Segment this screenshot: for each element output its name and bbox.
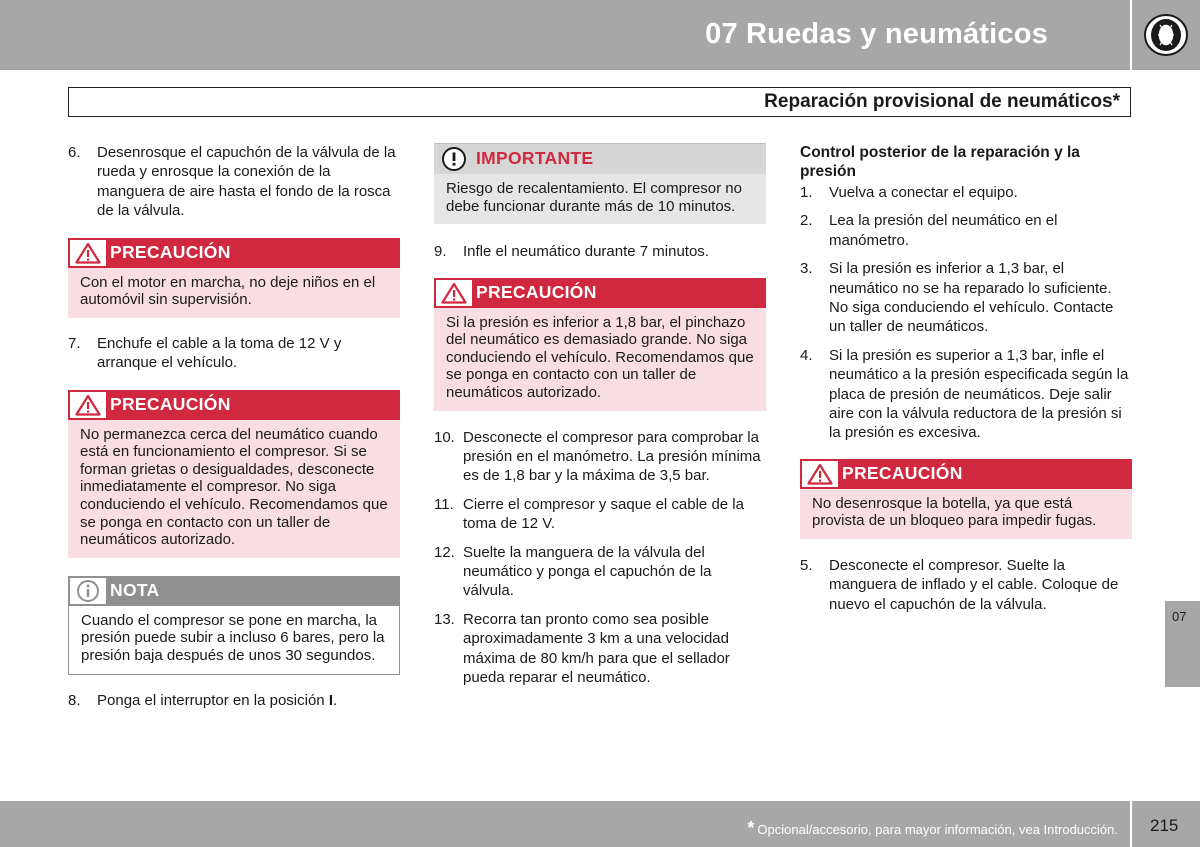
step-number: 2. <box>800 212 813 230</box>
step-10 <box>434 428 766 486</box>
warning-header <box>800 459 1132 489</box>
step-12 <box>434 543 766 601</box>
step-text: Desconecte el compresor para comprobar la presión en el manómetro. La presión mínima es de 1,8 bar y la máxima de 3,5 bar. <box>463 428 761 485</box>
steps-list <box>434 428 766 688</box>
warning-label: PRECAUCIÓN <box>842 463 963 484</box>
step-text: Desenrosque el capuchón de la válvula de la rueda y enrosque la conexión de la manguera de aire hasta el fondo de la rosca de la válvula. <box>97 144 396 220</box>
subheading: Control posterior de la reparación y la presión <box>800 144 1080 180</box>
column-1 <box>68 143 400 719</box>
step-number: 4. <box>800 346 813 364</box>
column-3 <box>800 143 1132 623</box>
warning-text: Si la presión es inferior a 1,8 bar, el pinchazo del neumático es demasiado grande. No siga conduciendo el vehículo. Recomendamos que se ponga en contacto con un taller de neumáticos autorizado. <box>434 308 766 411</box>
warning-text: No desenrosque la botella, ya que está provista de un bloqueo para impedir fugas. <box>800 489 1132 539</box>
warning-text: No permanezca cerca del neumático cuando está en funcionamiento el compresor. Si se forman grietas o desigualdades, desconecte inmediatamente el compresor. No siga conduciendo el vehículo. Recomendamos que se ponga en contacto con un taller de neumáticos autorizado. <box>68 420 400 558</box>
step-text: Si la presión es superior a 1,3 bar, infle el neumático a la presión especificada según la placa de presión de neumáticos. Deje salir aire con la válvula reductora de la presión si la presión es excesiva. <box>829 346 1129 442</box>
step-number: 1. <box>800 184 813 201</box>
step-number: 13. <box>434 610 455 628</box>
warning-box <box>68 238 400 318</box>
warning-box <box>68 390 400 558</box>
warning-box <box>800 459 1132 539</box>
important-header <box>434 144 766 174</box>
section-title-bar <box>68 87 1131 117</box>
step-number: 9. <box>434 243 447 261</box>
note-box <box>68 576 400 675</box>
step-2 <box>800 211 1132 250</box>
step-number: 10. <box>434 428 455 446</box>
chapter-title: 07 Ruedas y neumáticos <box>705 18 1048 50</box>
step-text: Si la presión es inferior a 1,3 bar, el neumático no se ha reparado lo suficiente. No siga conduciendo el vehículo. Contacte un taller de neumáticos. <box>829 260 1114 336</box>
tire-icon <box>1142 13 1190 57</box>
warning-header <box>434 278 766 308</box>
step-number: 6. <box>68 144 81 161</box>
step-number: 7. <box>68 334 81 352</box>
warning-header <box>68 238 400 268</box>
step-text: Infle el neumático durante 7 minutos. <box>463 243 709 261</box>
step-6 <box>68 143 400 221</box>
warning-triangle-icon <box>68 390 108 420</box>
step-text: Enchufe el cable a la toma de 12 V y arranque el vehículo. <box>97 334 342 372</box>
warning-box <box>434 278 766 411</box>
chapter-side-tab <box>1165 601 1200 687</box>
important-box <box>434 143 766 224</box>
chapter-icon-box <box>1132 0 1200 70</box>
step-11 <box>434 495 766 534</box>
exclamation-circle-icon <box>434 144 474 174</box>
step-number: 11. <box>434 495 454 513</box>
step-number: 12. <box>434 543 455 561</box>
chapter-tab-label: 07 <box>1172 609 1187 624</box>
note-header <box>68 576 400 606</box>
footnote-text: Opcional/accesorio, para mayor información, vea Introducción. <box>757 822 1118 837</box>
step-8 <box>68 691 400 710</box>
step-text: Vuelva a conectar el equipo. <box>829 184 1018 201</box>
step-9 <box>434 242 766 261</box>
chapter-header <box>0 0 1130 70</box>
step-text: Desconecte el compresor. Suelte la manguera de inflado y el cable. Coloque de nuevo el capuchón de la válvula. <box>829 557 1119 613</box>
step-4 <box>800 346 1132 443</box>
important-text: Riesgo de recalentamiento. El compresor no debe funcionar durante más de 10 minutos. <box>434 174 766 224</box>
warning-text: Con el motor en marcha, no deje niños en el automóvil sin supervisión. <box>68 268 400 318</box>
warning-label: PRECAUCIÓN <box>476 281 597 302</box>
step-text <box>97 691 400 710</box>
warning-triangle-icon <box>68 238 108 268</box>
step-3 <box>800 259 1132 337</box>
asterisk: * <box>747 818 755 838</box>
switch-position: I <box>328 691 333 709</box>
step-5 <box>800 556 1132 614</box>
footer-band <box>0 801 1130 847</box>
step-text-part: Ponga el interruptor en la posición <box>97 691 329 709</box>
section-title: Reparación provisional de neumáticos* <box>764 91 1120 112</box>
note-label: NOTA <box>110 580 160 601</box>
step-number: 3. <box>800 260 813 278</box>
warning-header <box>68 390 400 420</box>
step-text: Recorra tan pronto como sea posible aproximadamente 3 km a una velocidad máxima de 80 km/h para que el sellador pueda reparar el neumático. <box>463 610 730 687</box>
footnote <box>747 818 1118 839</box>
step-number: 5. <box>800 557 813 575</box>
step-7 <box>68 334 400 373</box>
info-icon <box>68 576 108 606</box>
step-text: Cierre el compresor y saque el cable de la toma de 12 V. <box>463 495 744 533</box>
step-text-part: . <box>332 691 338 709</box>
warning-triangle-icon <box>800 459 840 489</box>
warning-label: PRECAUCIÓN <box>110 241 231 262</box>
warning-label: PRECAUCIÓN <box>110 393 231 414</box>
step-text: Suelte la manguera de la válvula del neumático y ponga el capuchón de la válvula. <box>463 543 712 600</box>
step-13 <box>434 610 766 688</box>
column-2 <box>434 143 766 696</box>
page-number: 215 <box>1150 816 1179 835</box>
page-number-box <box>1132 801 1200 847</box>
step-number: 8. <box>68 691 81 709</box>
warning-triangle-icon <box>434 278 474 308</box>
note-text: Cuando el compresor se pone en marcha, la presión puede subir a incluso 6 bares, pero la presión baja después de unos 30 segundos. <box>68 606 400 675</box>
step-1 <box>800 183 1132 202</box>
important-label: IMPORTANTE <box>476 148 594 169</box>
step-text: Lea la presión del neumático en el manómetro. <box>829 212 1058 249</box>
